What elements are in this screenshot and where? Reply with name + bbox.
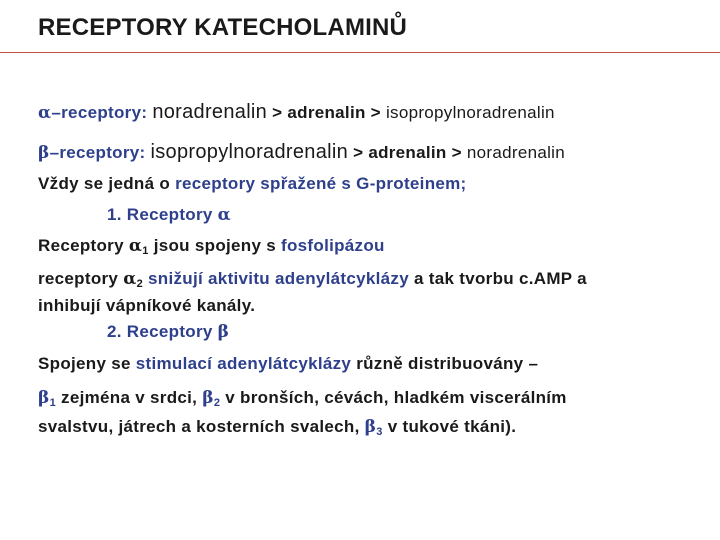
- heading-beta-text: 2. Receptory: [107, 322, 218, 341]
- beta-detail-text-d: v tukové tkáni).: [382, 417, 517, 436]
- beta-receptor-order: [38, 141, 565, 164]
- alpha-receptor-order: [38, 101, 555, 124]
- beta3-symbol: β: [364, 417, 377, 437]
- beta1-symbol: β: [38, 388, 50, 408]
- alpha1-text-a: Receptory: [38, 236, 129, 255]
- alpha1-subscript: 1: [142, 245, 149, 257]
- alpha-first-agonist: noradrenalin: [152, 101, 268, 123]
- heading-beta-symbol: β: [217, 322, 230, 342]
- beta-detail-text-b: v bronších, cévách, hladkém viscerálním: [220, 388, 567, 407]
- intro-line: [38, 174, 467, 194]
- title-divider: [0, 52, 720, 53]
- intro-text: Vždy se jedná o: [38, 174, 176, 193]
- beta-third-agonist: noradrenalin: [466, 143, 565, 162]
- beta-detail-text-a: zejména v srdci,: [56, 388, 203, 407]
- alpha1-highlight: fosfolipázou: [281, 236, 385, 255]
- beta-detail-text-c: svalstvu, játrech a kosterních svalech,: [38, 417, 365, 436]
- beta-intro-line: [38, 354, 538, 374]
- alpha1-symbol: α: [128, 236, 143, 256]
- alpha2-paragraph: [38, 268, 587, 317]
- alpha-third-agonist: isopropylnoradrenalin: [385, 103, 555, 122]
- alpha-symbol: α: [38, 103, 52, 123]
- beta-intro-highlight: stimulací adenylátcyklázy: [135, 354, 352, 373]
- page-title: RECEPTORY KATECHOLAMINŮ: [38, 14, 408, 41]
- beta-intro-text-a: Spojeny se: [38, 354, 136, 373]
- alpha-separator: > adrenalin >: [267, 103, 386, 122]
- beta3-subscript: 3: [376, 426, 383, 438]
- alpha1-text-b: jsou spojeny s: [148, 236, 282, 255]
- beta-symbol: β: [38, 143, 50, 163]
- alpha2-highlight: adenylátcyklázy: [275, 269, 409, 288]
- alpha2-text-a: receptory: [38, 269, 124, 288]
- beta-separator: > adrenalin >: [348, 143, 467, 162]
- alpha2-text-d: a tak tvorbu c.AMP a: [408, 269, 587, 288]
- heading-beta: [107, 322, 229, 342]
- heading-alpha-text: 1. Receptory: [107, 205, 218, 224]
- beta-detail-paragraph: [38, 386, 567, 444]
- intro-highlight: receptory spřažené s G-proteinem;: [175, 174, 467, 193]
- alpha-label: –receptory:: [51, 103, 153, 122]
- alpha1-line: [38, 236, 385, 257]
- beta2-symbol: β: [202, 388, 214, 408]
- beta2-subscript: 2: [213, 397, 221, 409]
- alpha2-subscript: 2: [136, 278, 144, 290]
- beta1-subscript: 1: [49, 397, 57, 409]
- alpha2-symbol: α: [123, 269, 137, 289]
- beta-intro-text-c: různě distribuovány –: [351, 354, 539, 373]
- heading-alpha: [107, 205, 231, 225]
- beta-label: –receptory:: [49, 143, 151, 162]
- beta-first-agonist: isopropylnoradrenalin: [150, 141, 349, 163]
- alpha2-text-e: inhibují vápníkové kanály.: [38, 296, 256, 315]
- alpha2-text-b: snižují aktivitu: [143, 269, 275, 288]
- heading-alpha-symbol: α: [217, 205, 232, 225]
